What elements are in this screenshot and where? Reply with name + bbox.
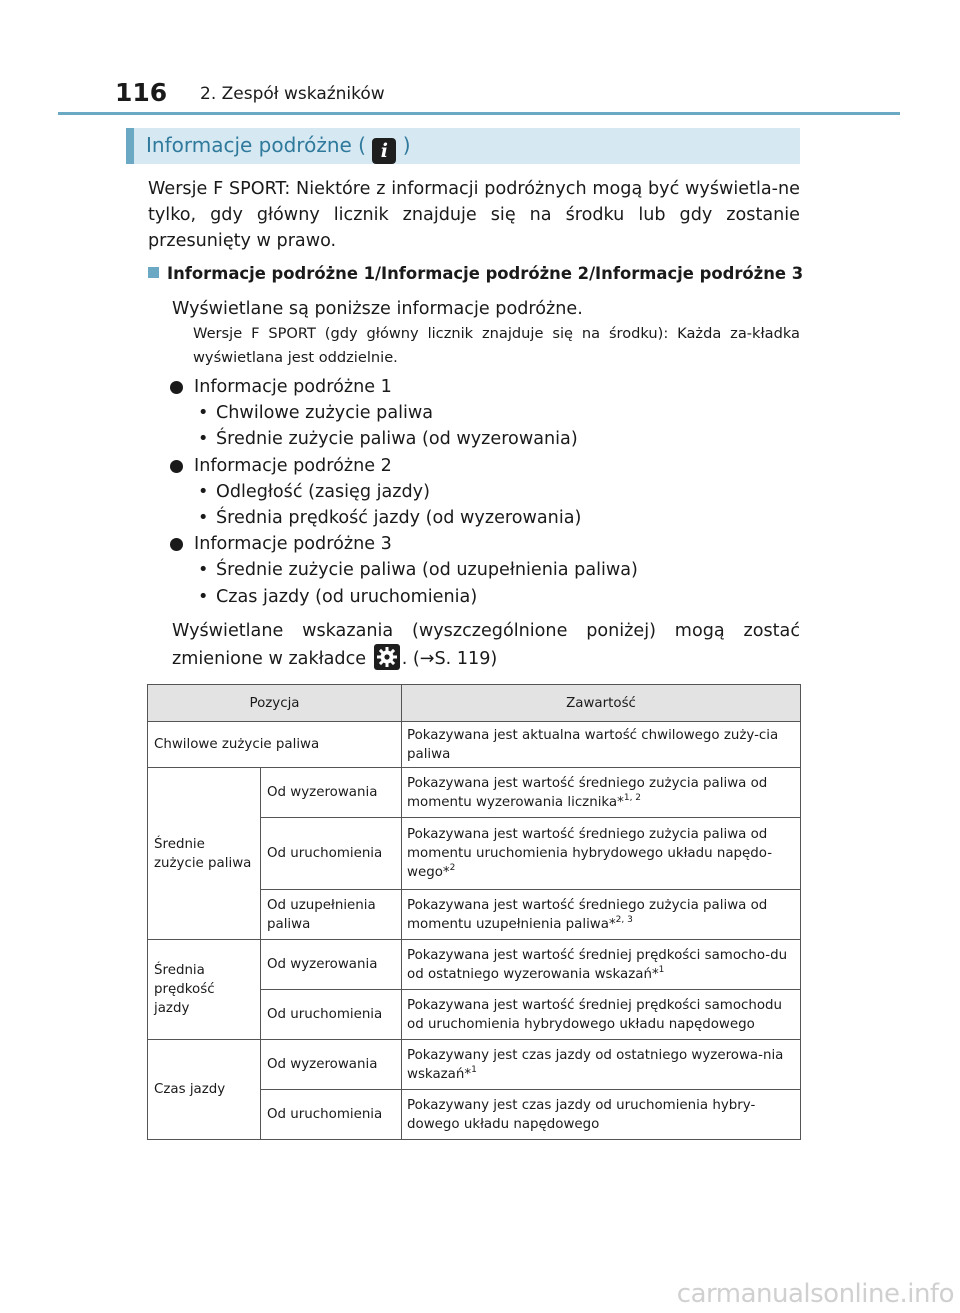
table-cell: Pokazywana jest aktualna wartość chwilowego zuży-cia paliwa [402,722,801,768]
trip-info-list [168,374,808,610]
gear-icon [374,644,400,670]
table-group-cell: Średnia prędkość jazdy [148,940,261,1040]
lead-text: Wyświetlane są poniższe informacje podróżne. [172,299,583,319]
table-cell: Pokazywana jest wartość średniego zużycia paliwa od momentu uruchomienia hybrydowego układu napędo-wego*$^2$ [402,818,801,890]
table-cell: Pokazywana jest wartość średniego zużycia paliwa od momentu wyzerowania licznika*$^{1, 2}$ [402,768,801,818]
table-cell: Od wyzerowania [261,1040,402,1090]
table-cell: Chwilowe zużycie paliwa [148,722,402,768]
round-bullet-icon [170,538,183,551]
list-item: • Odległość (zasięg jazdy) [198,481,430,502]
table-cell: Pokazywany jest czas jazdy od ostatniego wyzerowa-nia wskazań*$^1$ [402,1040,801,1090]
table-cell: Pokazywana jest wartość średniego zużycia paliwa od momentu uzupełnienia paliwa*$^{2, 3}$ [402,890,801,940]
watermark: carmanualsonline.info [676,1279,954,1309]
table-row [148,768,801,818]
table-row [148,940,801,990]
square-bullet-icon [148,267,159,278]
table-cell: Od uruchomienia [261,1090,402,1140]
table-cell: Od wyzerowania [261,768,402,818]
list-group: Informacje podróżne 1 [168,374,808,400]
list-item: • Czas jazdy (od uruchomienia) [198,586,478,607]
list-item: • Chwilowe zużycie paliwa [198,403,434,424]
table-group-cell: Czas jazdy [148,1040,261,1140]
round-bullet-icon [170,381,183,394]
table-cell: Od uruchomienia [261,990,402,1040]
table-header-position: Pozycja [148,685,402,722]
round-bullet-icon [170,460,183,473]
sub-heading: Informacje podróżne 1/Informacje podróżne 2/Informacje podróżne 3 [148,264,803,283]
table-row [148,1040,801,1090]
table-cell: Od wyzerowania [261,940,402,990]
list-item: • Średnie zużycie paliwa (od uzupełnienia paliwa) [198,560,638,581]
list-item: • Średnia prędkość jazdy (od wyzerowania) [198,507,582,528]
outro-paragraph: Wyświetlane wskazania (wyszczególnione poniżej) mogą zostać zmienione w zakładce . (→S. 119) [172,621,800,669]
note-text: Wersje F SPORT (gdy główny licznik znajduje się na środku): Każda za-kładka wyświetlana jest oddzielnie. [193,325,800,366]
table-group-cell: Średnie zużycie paliwa [148,768,261,940]
table-cell: Pokazywana jest wartość średniej prędkości samochodu od uruchomienia hybrydowego układu napędowego [402,990,801,1040]
table-cell: Pokazywany jest czas jazdy od uruchomienia hybry-dowego układu napędowego [402,1090,801,1140]
page-header [58,78,900,114]
table-header-content: Zawartość [402,685,801,722]
intro-paragraph: Wersje F SPORT: Niektóre z informacji podróżnych mogą być wyświetla-ne tylko, gdy główny licznik znajduje się na środku lub gdy zostanie przesunięty w prawo. [148,179,800,251]
table-cell: Od uruchomienia [261,818,402,890]
info-table [147,684,801,1140]
chapter-title: 2. Zespół wskaźników [200,84,385,104]
list-group: Informacje podróżne 2 [168,453,808,479]
table-header-row [148,685,801,722]
table-cell: Pokazywana jest wartość średniej prędkości samocho-du od ostatniego wyzerowania wskazań*$^1$ [402,940,801,990]
table-cell: Od uzupełnienia paliwa [261,890,402,940]
table-row [148,722,801,768]
list-group: Informacje podróżne 3 [168,531,808,557]
page-number: 116 [115,78,168,107]
header-rule [58,112,900,115]
section-title-text: Informacje podróżne ( i ) [146,133,411,162]
info-icon: i [372,138,396,164]
section-title [126,128,800,164]
list-item: • Średnie zużycie paliwa (od wyzerowania) [198,429,578,450]
